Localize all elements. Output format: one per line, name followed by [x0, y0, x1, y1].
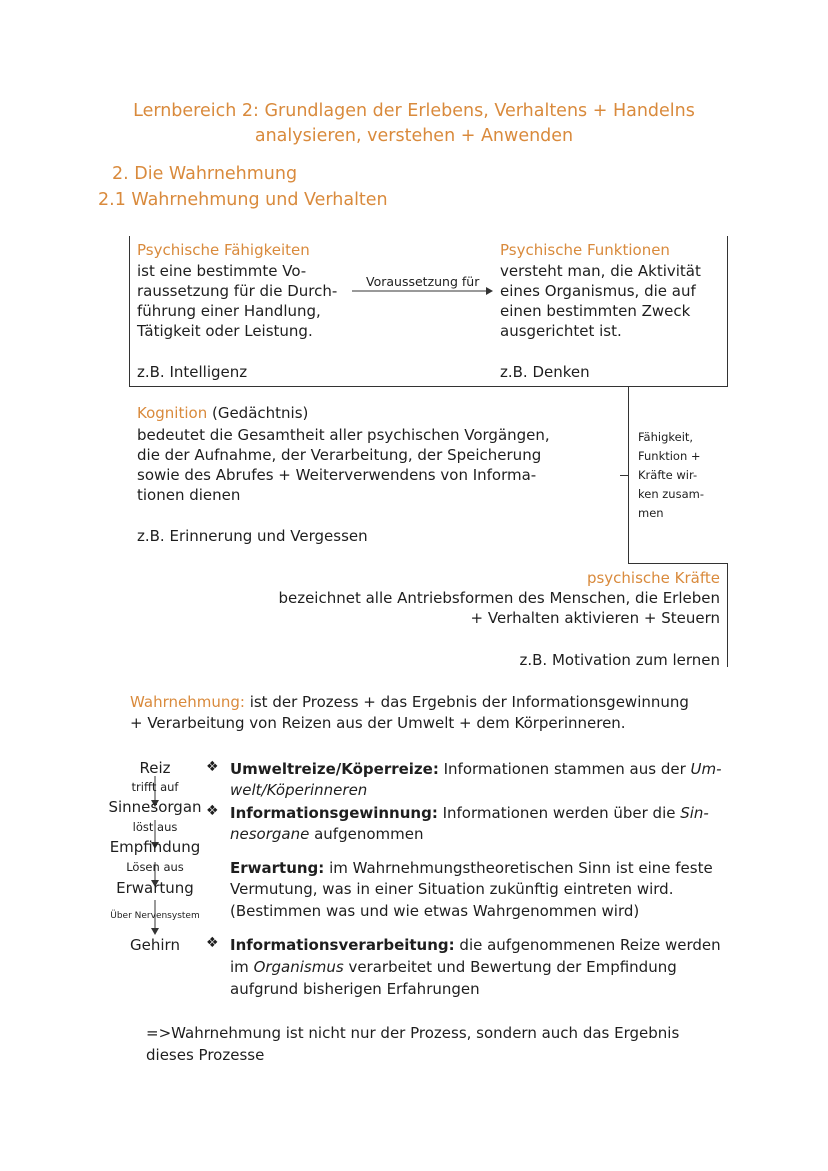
functions-line-1: versteht man, die Aktivität — [500, 262, 701, 280]
arrow-label: Voraussetzung für — [366, 274, 480, 289]
bullet-1-italic-2: welt/Köperinneren — [230, 781, 368, 799]
bullet-icon: ❖ — [206, 803, 219, 819]
bullet-2-line-1 — [230, 803, 709, 823]
abilities-line-1: ist eine bestimmte Vo- — [137, 262, 307, 280]
functions-line-4: ausgerichtet ist. — [500, 322, 622, 340]
bullet-4-line-1 — [230, 935, 721, 955]
bullet-2-term: Informationsgewinnung: — [230, 804, 438, 822]
side-note-line-2: Funktion + — [638, 449, 701, 463]
kognition-line-1: bedeutet die Gesamtheit aller psychischen Vorgängen, — [137, 426, 550, 444]
flow-connector-4: Über Nervensystem — [110, 911, 200, 921]
bullet-icon: ❖ — [206, 759, 219, 775]
flow-connector-1: trifft auf — [131, 780, 179, 794]
side-note-line-5: men — [638, 506, 664, 520]
bullet-1-text: Informationen stammen aus der — [438, 760, 691, 778]
bullet-4-text-2: verarbeitet und Bewertung der Empfindung — [343, 958, 677, 976]
side-note-line-1: Fähigkeit, — [638, 430, 694, 444]
bullet-3-line-2: Vermutung, was in einer Situation zukünftig eintreten wird. — [230, 880, 674, 898]
flow-connector-2: löst aus — [132, 820, 178, 834]
bullet-4-line-3: aufgrund bisherigen Erfahrungen — [230, 980, 480, 998]
abilities-line-3: führung einer Handlung, — [137, 302, 321, 320]
kognition-line-3: sowie des Abrufes + Weiterverwendens von Informa- — [137, 466, 537, 484]
bullet-1-line-2 — [230, 780, 367, 800]
side-note-line-4: ken zusam- — [638, 487, 704, 501]
kognition-line-2: die der Aufnahme, der Verarbeitung, der Speicherung — [137, 446, 542, 464]
arrow-right-icon — [352, 285, 494, 297]
bullet-4-italic: Organismus — [253, 958, 344, 976]
conclusion-line-2: dieses Prozesse — [146, 1046, 265, 1064]
definition-line-2: + Verarbeitung von Reizen aus der Umwelt + dem Körperinneren. — [130, 714, 626, 732]
abilities-line-4: Tätigkeit oder Leistung. — [137, 322, 313, 340]
kraefte-example: z.B. Motivation zum lernen — [519, 651, 720, 669]
bullet-icon: ❖ — [206, 935, 219, 951]
functions-title: Psychische Funktionen — [500, 241, 670, 259]
bullet-3-term: Erwartung: — [230, 859, 325, 877]
bullet-2-text: Informationen werden über die — [437, 804, 681, 822]
section-heading: 2. Die Wahrnehmung — [112, 164, 298, 184]
bullet-1-italic: Um- — [690, 760, 722, 778]
definition-term: Wahrnehmung: — [130, 693, 245, 711]
bullet-4-term: Informationsverarbeitung: — [230, 936, 455, 954]
kraefte-title: psychische Kräfte — [586, 569, 720, 587]
side-note-line-3: Kräfte wir- — [638, 468, 698, 482]
kraefte-line-1: bezeichnet alle Antriebsformen des Menschen, die Erleben — [278, 589, 720, 607]
flow-step-reiz: Reiz — [139, 759, 171, 777]
abilities-line-2: raussetzung für die Durch- — [137, 282, 338, 300]
kognition-title-suffix: (Gedächtnis) — [207, 404, 309, 422]
bullet-2-italic: Sin- — [680, 804, 709, 822]
subsection-heading: 2.1 Wahrnehmung und Verhalten — [98, 190, 388, 210]
bullet-1-term: Umweltreize/Köperreize: — [230, 760, 439, 778]
abilities-title: Psychische Fähigkeiten — [137, 241, 310, 259]
document-title-line2: analysieren, verstehen + Anwenden — [254, 126, 574, 146]
bullet-2-text-2: aufgenommen — [309, 825, 424, 843]
functions-line-3: einen bestimmten Zweck — [500, 302, 691, 320]
conclusion-line-1: =>Wahrnehmung ist nicht nur der Prozess, sondern auch das Ergebnis — [146, 1024, 680, 1042]
document-title-line1: Lernbereich 2: Grundlagen der Erlebens, Verhaltens + Handelns — [133, 101, 695, 121]
bullet-3-line-3: (Bestimmen was und wie etwas Wahrgenommen wird) — [230, 902, 640, 920]
kognition-example: z.B. Erinnerung und Vergessen — [137, 527, 368, 545]
flow-step-gehirn: Gehirn — [130, 936, 180, 954]
flow-step-empfindung: Empfindung — [109, 838, 201, 856]
abilities-example: z.B. Intelligenz — [137, 363, 248, 381]
kognition-title: Kognition — [137, 404, 208, 422]
bullet-4-pre: im — [230, 958, 254, 976]
flow-step-erwartung: Erwartung — [116, 879, 194, 897]
bullet-2-italic-2: nesorgane — [230, 825, 310, 843]
flow-connector-3: Lösen aus — [126, 860, 184, 874]
bullet-3-line-1 — [230, 858, 713, 878]
bullet-2-line-2 — [230, 824, 423, 844]
functions-example: z.B. Denken — [500, 363, 590, 381]
flow-step-sinnesorgan: Sinnesorgan — [108, 798, 202, 816]
bullet-4-line-2 — [230, 957, 677, 977]
functions-line-2: eines Organismus, die auf — [500, 282, 696, 300]
bullet-1-line-1 — [230, 759, 722, 779]
bullet-4-text: die aufgenommenen Reize werden — [454, 936, 721, 954]
definition-line-1 — [130, 692, 689, 712]
kraefte-line-2: + Verhalten aktivieren + Steuern — [470, 609, 720, 627]
kognition-heading — [137, 403, 308, 423]
kognition-line-4: tionen dienen — [137, 486, 241, 504]
bullet-3-text: im Wahrnehmungstheoretischen Sinn ist eine feste — [324, 859, 713, 877]
definition-text-1: ist der Prozess + das Ergebnis der Informationsgewinnung — [244, 693, 689, 711]
